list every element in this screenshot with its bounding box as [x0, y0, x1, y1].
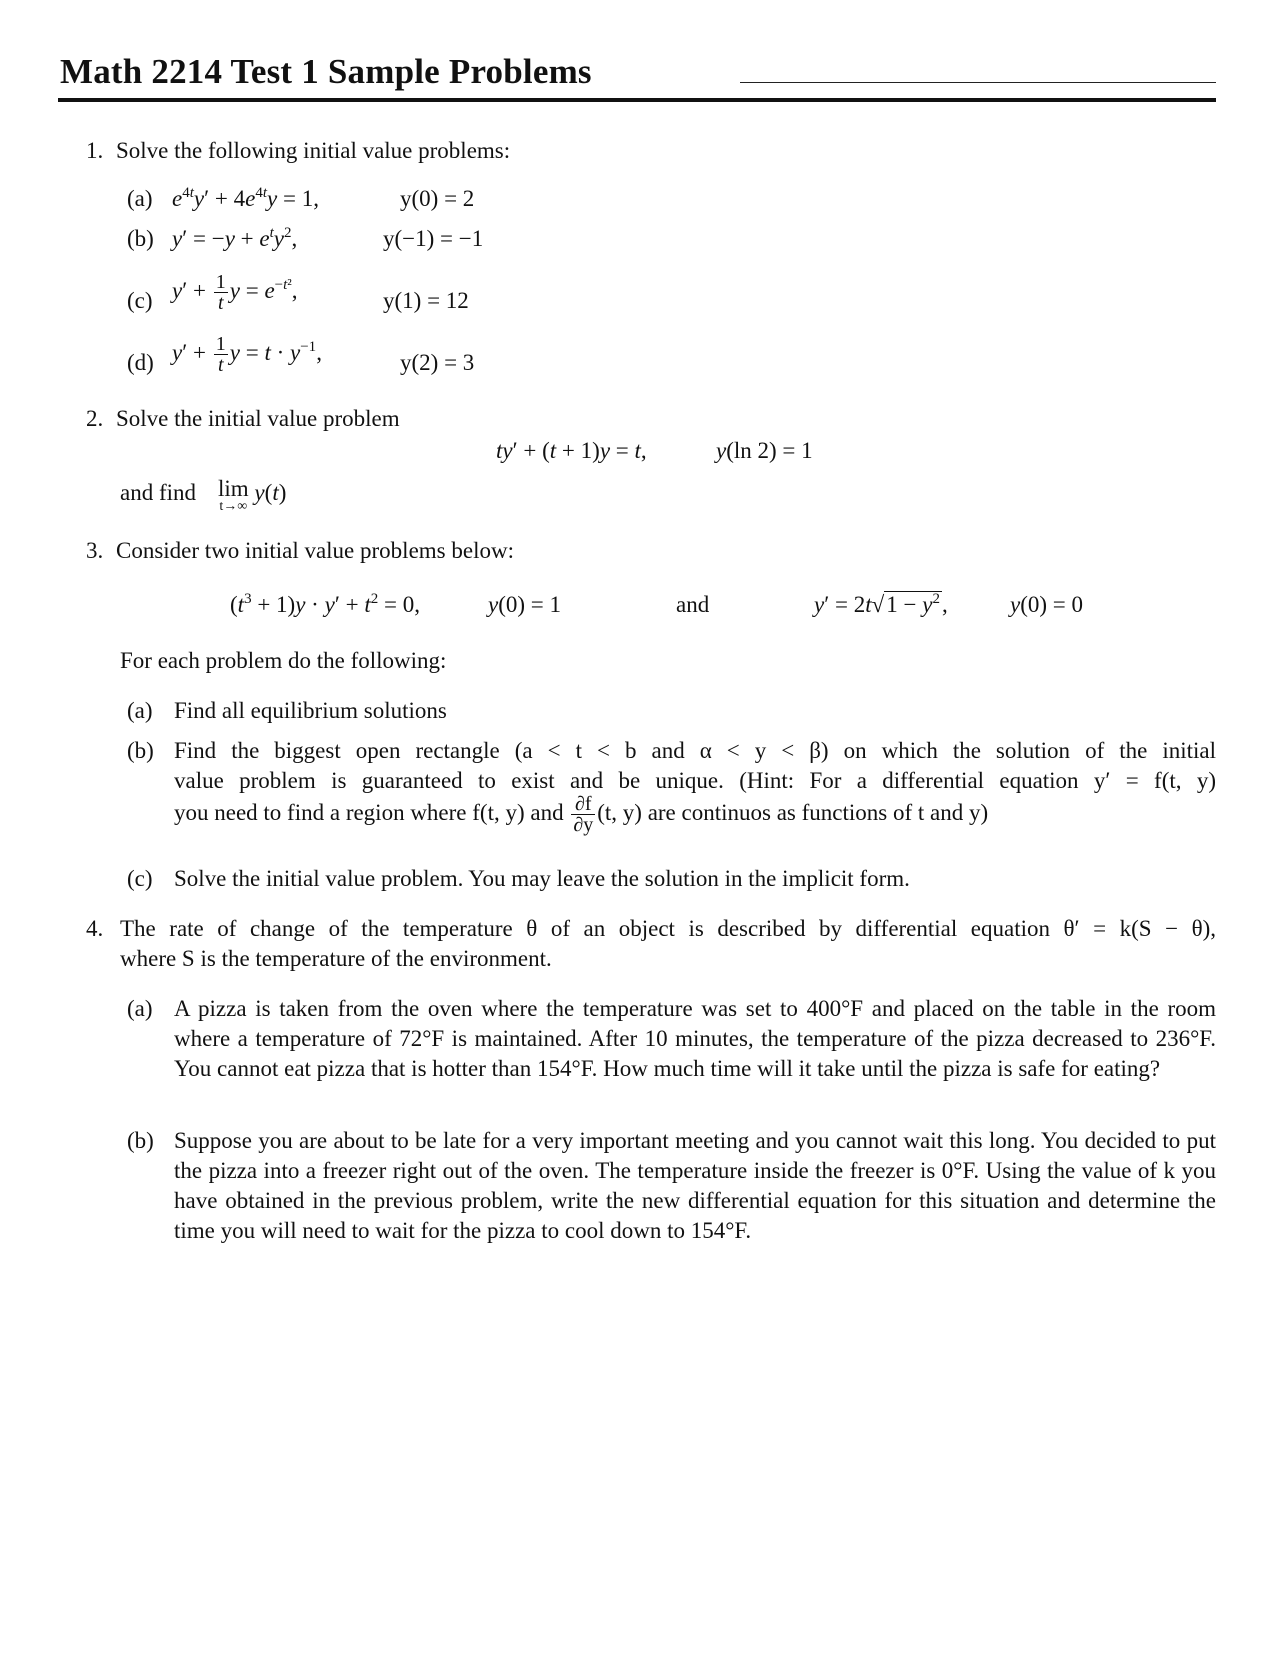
problem-2-limit: lim t→∞ y(t): [218, 476, 287, 514]
problem-3b-text-line-3b: (t, y) are continuos as functions of t and y): [597, 799, 989, 825]
page-title: Math 2214 Test 1 Sample Problems: [60, 52, 592, 91]
header-rule: [58, 98, 1216, 102]
problem-1d-condition: y(2) = 3: [400, 350, 475, 375]
problem-4-number: 4.: [86, 916, 104, 941]
problem-1c-label: (c): [127, 288, 153, 313]
problem-1b-condition: y(−1) = −1: [383, 226, 484, 251]
problem-1a-condition: y(0) = 2: [400, 186, 475, 211]
problem-3-number: 3.: [86, 538, 104, 563]
problem-1a-equation: $e^{4t}y' + 4e^{4t}y = 1$,: [172, 185, 319, 211]
name-blank-line: [740, 82, 1216, 83]
problem-1-number: 1.: [86, 138, 104, 163]
problem-3-equation-1: $(t^3 + 1)y \cdot y' + t^2 = 0$,: [230, 591, 420, 617]
problem-3-intro: Consider two initial value problems below:: [116, 538, 514, 563]
problem-4a-label: (a): [127, 996, 153, 1021]
problem-2-number: 2.: [86, 406, 104, 431]
problem-1b-label: (b): [127, 226, 154, 251]
problem-3-equation-2: $y' = 2t√1 - y^2$,: [814, 591, 948, 617]
problem-4b-label: (b): [127, 1128, 154, 1153]
problem-1d-label: (d): [127, 350, 154, 375]
problem-3b-text-line-2: value problem is guaranteed to exist and be unique. (Hint: For a differential equation y′ = f(t, y): [174, 768, 1216, 793]
problem-3b-label: (b): [127, 738, 154, 763]
problem-3-each: For each problem do the following:: [120, 648, 447, 673]
problem-2-condition: y(ln 2) = 1: [716, 438, 813, 463]
problem-4a-text: A pizza is taken from the oven where the temperature was set to 400°F and placed on the table in the room where a temperature of 72°F is maintained. After 10 minutes, the temperature of the pizza decreased to 236°F. You cannot eat pizza that is hotter than 154°F. How much time will it take until the pizza is safe for eating?: [174, 996, 1216, 1081]
problem-2-and-find: and find: [120, 480, 197, 505]
problem-1c-equation: y′ + $\frac{1}{t}$ $y = e^{-t^2}$,: [172, 271, 298, 314]
problem-3a-text: Find all equilibrium solutions: [174, 698, 447, 723]
problem-3-condition-2: y(0) = 0: [1010, 592, 1084, 617]
problem-1a-label: (a): [127, 186, 153, 211]
problem-3c-label: (c): [127, 866, 153, 891]
problem-1d-equation: y′ + $\frac{1}{t}$ $y = t \cdot y^{-1}$,: [172, 333, 322, 376]
problem-1c-condition: y(1) = 12: [383, 288, 469, 313]
problem-3-condition-1: y(0) = 1: [488, 592, 562, 617]
problem-1b-equation: $y' = -y + e^ty^2$,: [172, 225, 298, 251]
problem-3b-text-line-3: you need to find a region where f(t, y) and $\frac{\partial f}{\partial y}$ (t, y) are continuos as functions of t and y): [174, 793, 989, 836]
problem-1-intro: Solve the following initial value problems:: [116, 138, 511, 163]
problem-4-text-line-2: where S is the temperature of the environment.: [120, 946, 552, 971]
problem-3c-text: Solve the initial value problem. You may leave the solution in the implicit form.: [174, 866, 910, 891]
problem-3a-label: (a): [127, 698, 153, 723]
problem-2-equation: ty′ + (t + 1)y = t,: [496, 438, 647, 463]
problem-3-and: and: [676, 592, 710, 617]
problem-4-text-line-1: The rate of change of the temperature θ of an object is described by differential equation θ′ = k(S − θ),: [120, 916, 1216, 941]
problem-3b-text-line-3a: you need to find a region where f(t, y) and: [174, 799, 564, 825]
problem-2-intro: Solve the initial value problem: [116, 406, 400, 431]
problem-4b-text: Suppose you are about to be late for a very important meeting and you cannot wait this long. You decided to put the pizza into a freezer right out of the oven. The temperature inside the freezer is 0°F. Using the value of k you have obtained in the previous problem, write the new differential equation for this situation and determine the time you will need to wait for the pizza to cool down to 154°F.: [174, 1128, 1216, 1243]
problem-3b-text-line-1: Find the biggest open rectangle (a < t < b and α < y < β) on which the solution of the initial: [174, 738, 1216, 763]
